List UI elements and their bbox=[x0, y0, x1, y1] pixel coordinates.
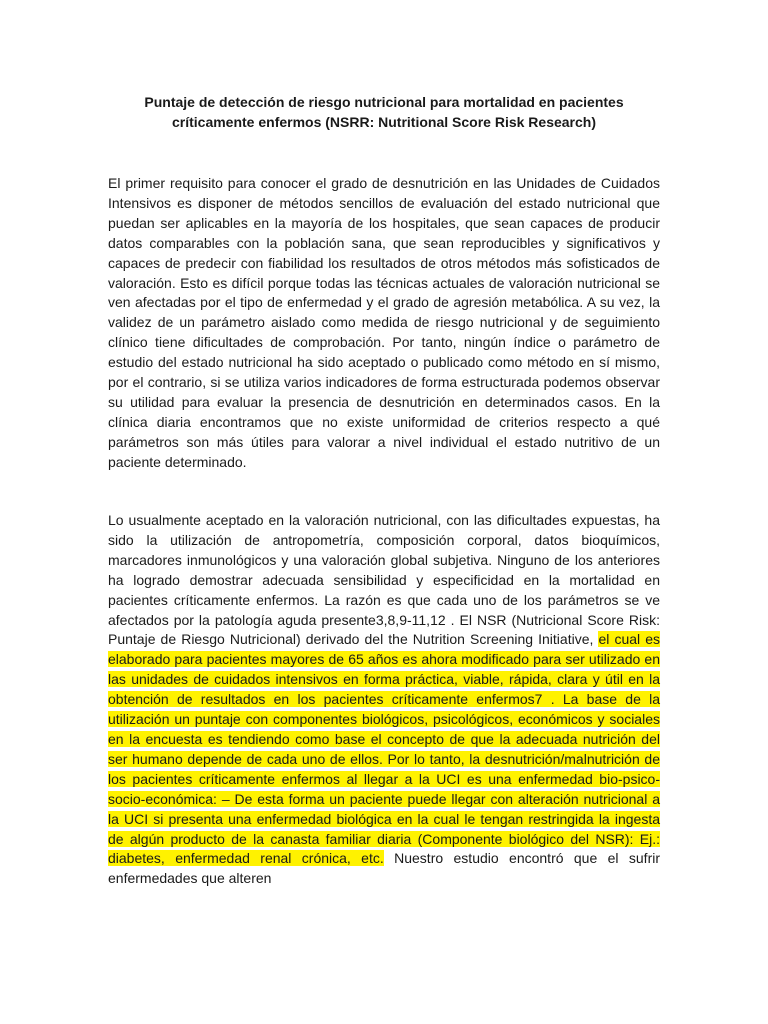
paragraph-2 bbox=[108, 511, 660, 889]
document-title: Puntaje de detección de riesgo nutricional para mortalidad en pacientes críticamente enfermos (NSRR: Nutritional Score Risk Research) bbox=[144, 94, 624, 130]
paragraph-1: El primer requisito para conocer el grado de desnutrición en las Unidades de Cuidados Intensivos es disponer de métodos sencillos de evaluación del estado nutricional que puedan ser aplicables en la mayoría de los hospitales, que sean capaces de producir datos comparables con la población sana, que sean reproducibles y significativos y capaces de predecir con fiabilidad los resultados de otros métodos más sofisticados de valoración. Esto es difícil porque todas las técnicas actuales de valoración nutricional se ven afectadas por el tipo de enfermedad y el grado de agresión metabólica. A su vez, la validez de un parámetro aislado como medida de riesgo nutricional y de seguimiento clínico tiene dificultades de comprobación. Por tanto, ningún índice o parámetro de estudio del estado nutricional ha sido aceptado o publicado como método en sí mismo, por el contrario, si se utiliza varios indicadores de forma estructurada podemos observar su utilidad para evaluar la presencia de desnutrición en determinados casos. En la clínica diaria encontramos que no existe uniformidad de criterios respecto a qué parámetros son más útiles para valorar a nivel individual el estado nutritivo de un paciente determinado. bbox=[108, 175, 660, 470]
highlighted-text: el cual es elaborado para pacientes mayores de 65 años es ahora modificado para ser utilizado en las unidades de cuidados intensivos en forma práctica, viable, rápida, clara y útil en la obtención de resultados en los pacientes críticamente enfermos7 . La base de la utilización un puntaje con componentes biológicos, psicológicos, económicos y sociales en la encuesta es tendiendo como base el concepto de que la adecuada nutrición del ser humano depende de cada uno de ellos. Por lo tanto, la desnutrición/malnutrición de los pacientes críticamente enfermos al llegar a la UCI es una enfermedad bio-psico-socio-económica: – De esta forma un paciente puede llegar con alteración nutricional a la UCI si presenta una enfermedad biológica en la cual le tengan restringida la ingesta de algún producto de la canasta familiar diaria (Componente biológico del NSR): Ej.: diabetes, enfermedad renal crónica, etc. bbox=[108, 631, 660, 867]
paragraph-2-text: Lo usualmente aceptado en la valoración nutricional, con las dificultades expuestas, ha sido la utilización de antropometría, composición corporal, datos bioquímicos, marcadores inmunológicos y una valoración global subjetiva. Ninguno de los anteriores ha logrado demostrar adecuada sensibilidad y especificidad en la mortalidad en pacientes críticamente enfermos. La razón es que cada uno de los parámetros se ve afectados por la patología aguda presente3,8,9-11,12 . El NSR (Nutricional Score Risk: Puntaje de Riesgo Nutricional) derivado del the Nutrition Screening Initiative, bbox=[108, 512, 660, 648]
paragraph-2-continuation: Nuestro estudio encontró que el sufrir enfermedades que alteren bbox=[108, 850, 660, 887]
